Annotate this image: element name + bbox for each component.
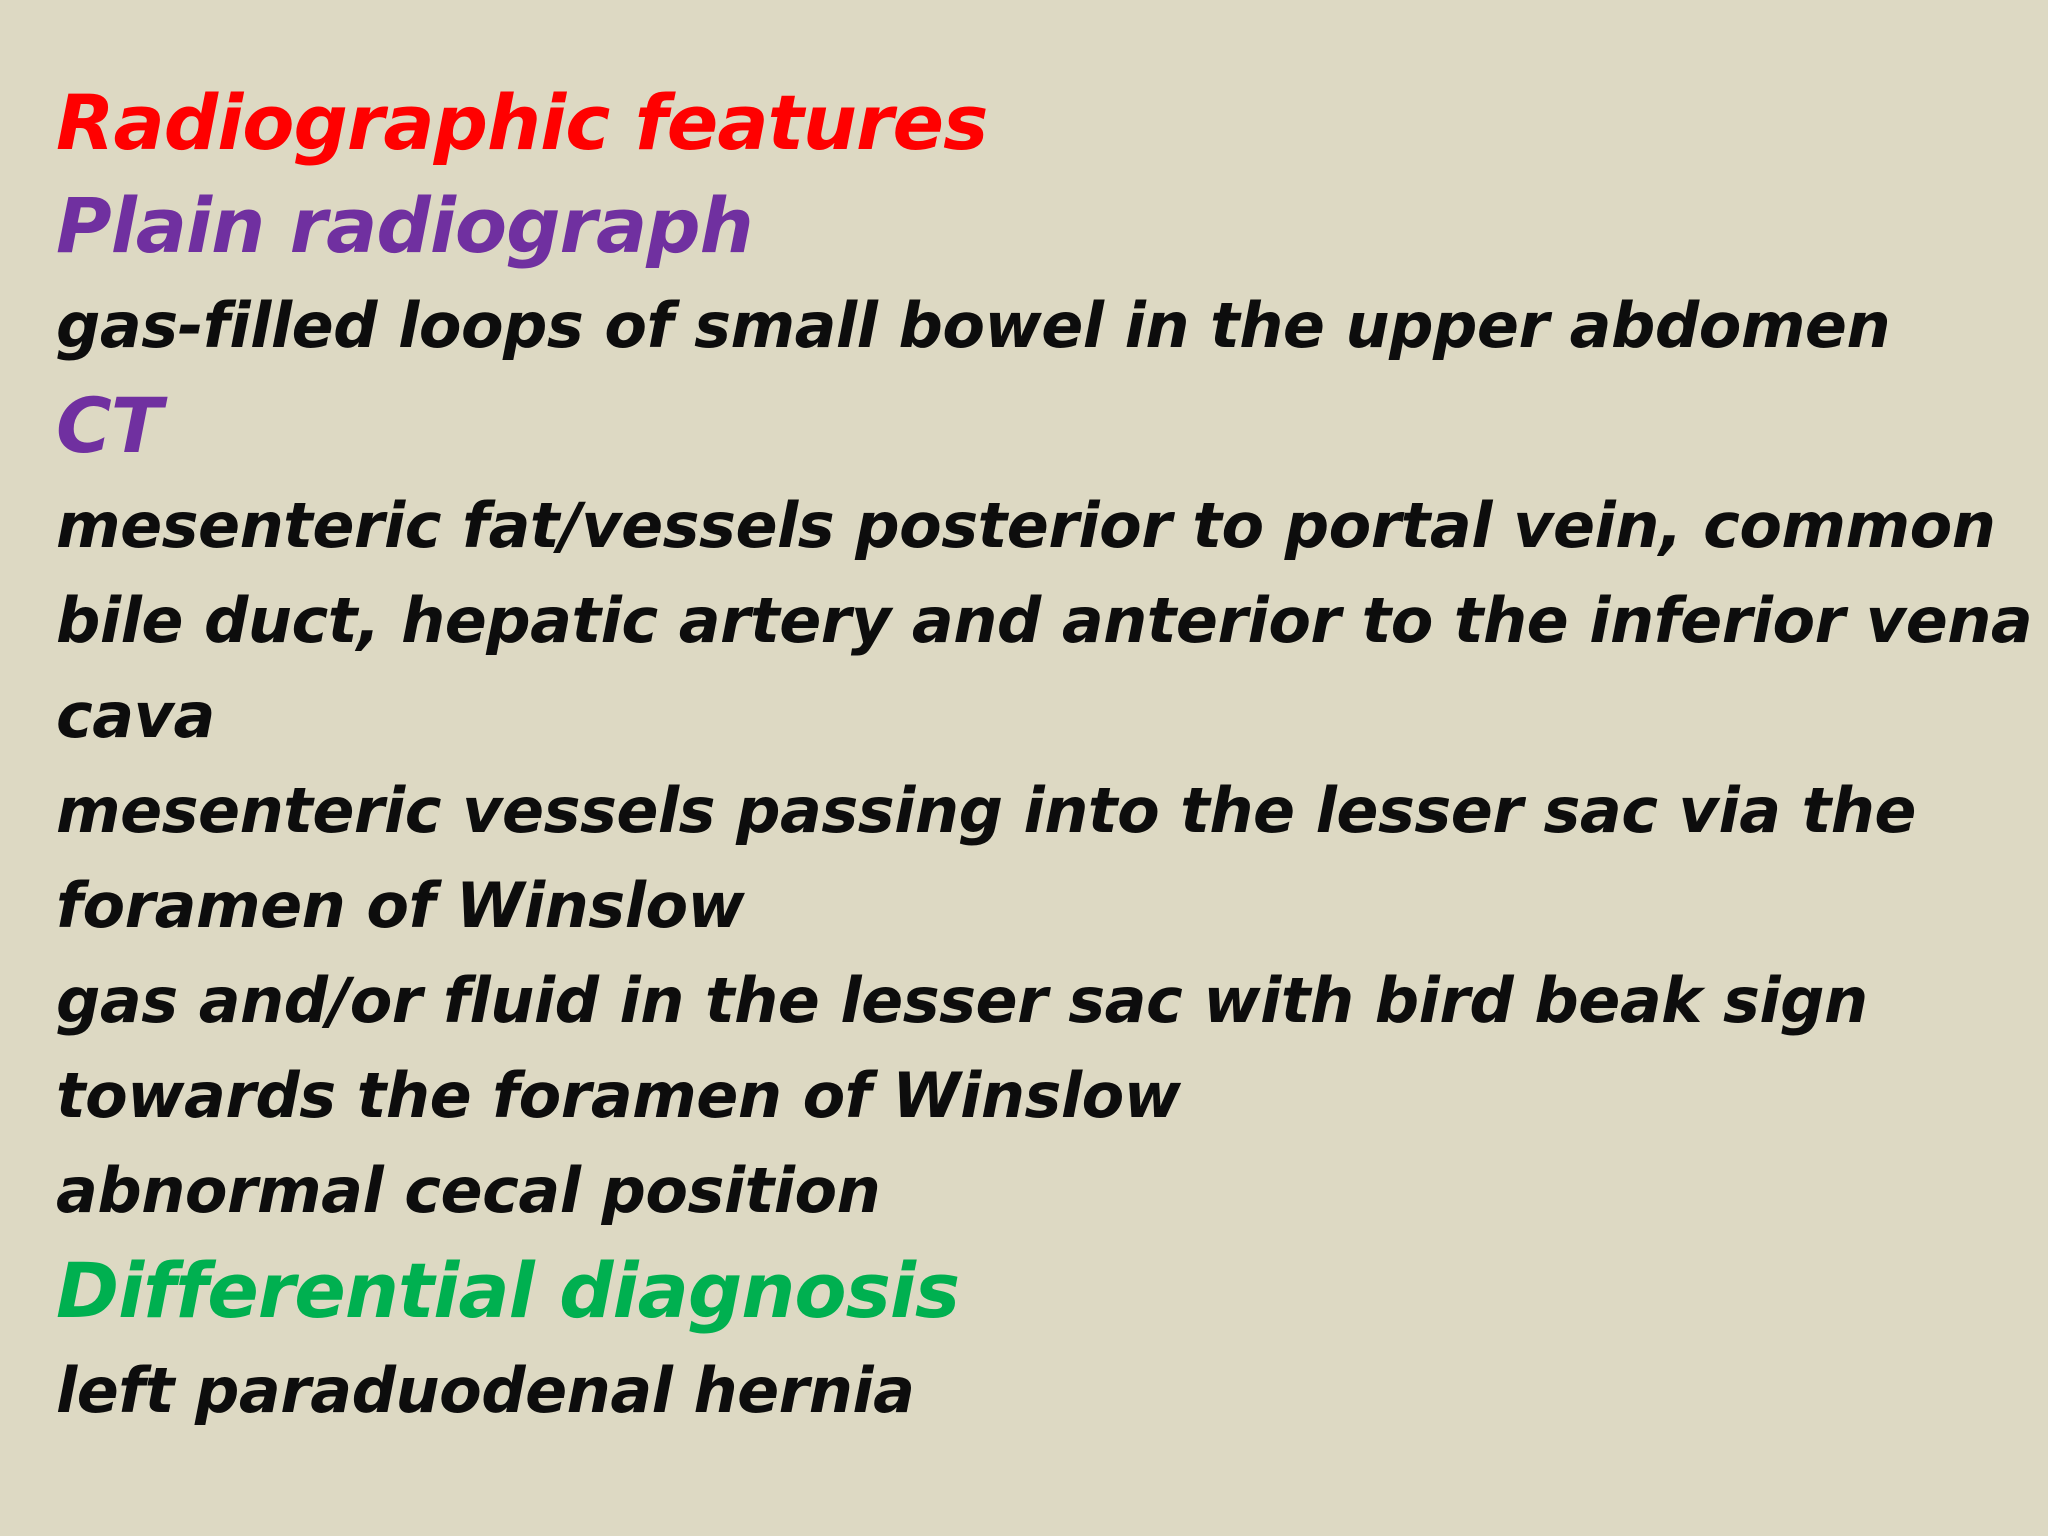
ct-line-8: abnormal cecal position xyxy=(56,1154,881,1227)
ct-line-5: foramen of Winslow xyxy=(56,869,745,942)
ct-line-4: mesenteric vessels passing into the lesser sac via the xyxy=(56,774,1916,847)
ct-line-6: gas and/or fluid in the lesser sac with bird beak sign xyxy=(56,964,1868,1037)
ct-line-3: cava xyxy=(56,679,215,752)
plain-radiograph-line-1: gas-filled loops of small bowel in the upper abdomen xyxy=(56,289,1891,362)
ct-line-2: bile duct, hepatic artery and anterior to the inferior vena xyxy=(56,584,2033,657)
slide-title: Radiographic features xyxy=(56,78,988,167)
section-heading-plain-radiograph: Plain radiograph xyxy=(56,181,753,270)
section-heading-differential-diagnosis: Differential diagnosis xyxy=(56,1246,960,1335)
ct-line-1: mesenteric fat/vessels posterior to portal vein, common xyxy=(56,489,1996,562)
section-heading-ct: CT xyxy=(56,381,162,470)
differential-line-1: left paraduodenal hernia xyxy=(56,1354,915,1427)
ct-line-7: towards the foramen of Winslow xyxy=(56,1059,1181,1132)
